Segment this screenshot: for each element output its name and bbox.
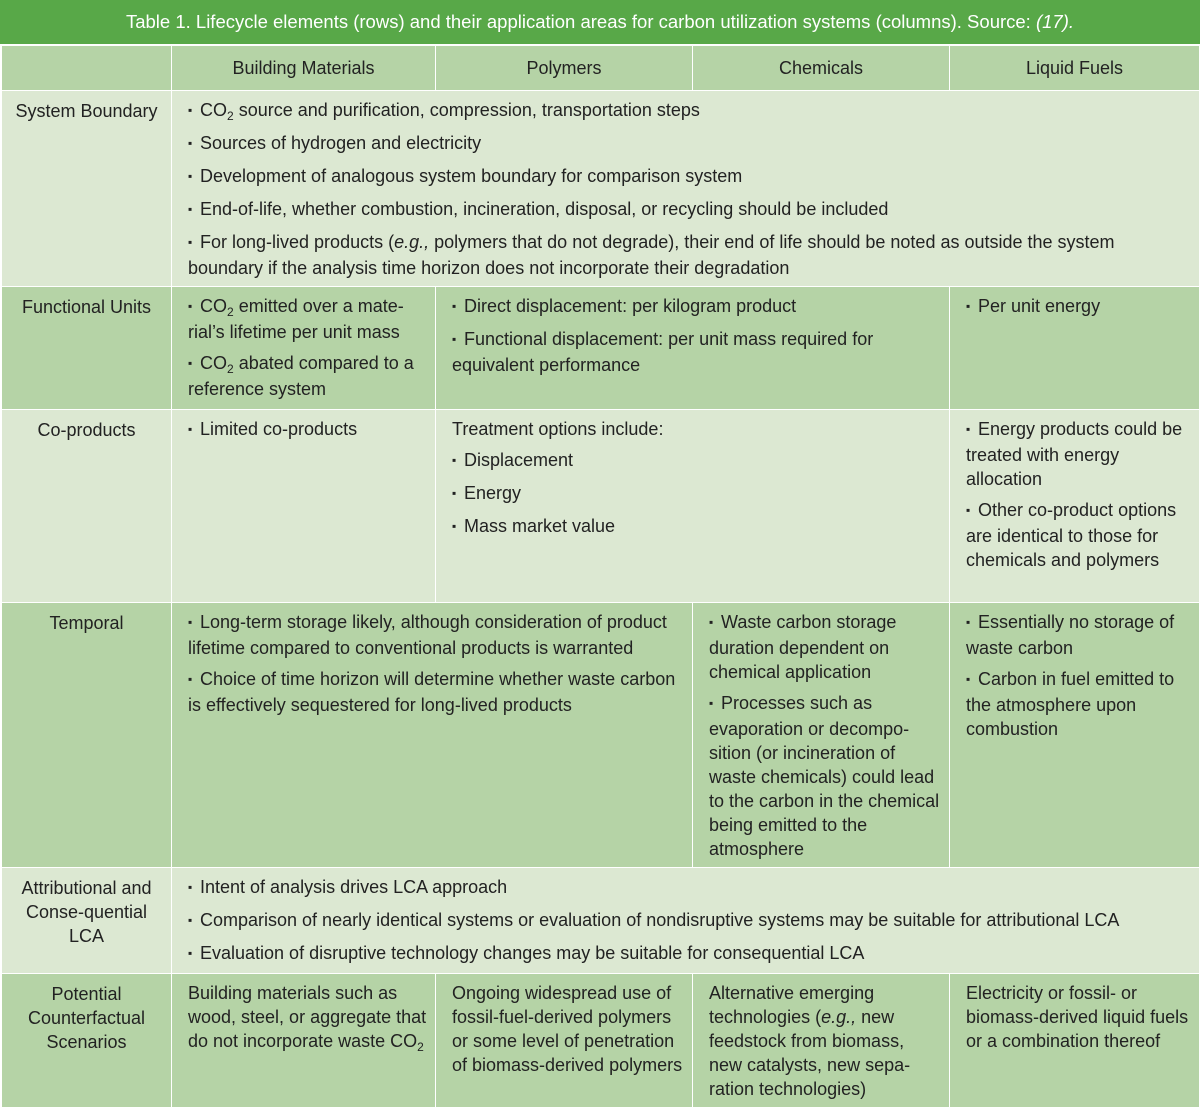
lifecycle-table xyxy=(1,45,1200,1108)
column-header: Polymers xyxy=(436,46,693,91)
subscript: 2 xyxy=(227,362,234,376)
text-run: abated compared to a reference system xyxy=(188,353,414,399)
column-header: Chemicals xyxy=(693,46,950,91)
column-header: Building Materials xyxy=(172,46,436,91)
row-header: Functional Units xyxy=(2,287,172,410)
bullet-item xyxy=(966,603,1191,660)
text-run: Long-term storage likely, although consideration of product lifetime compared to conventional products is warranted xyxy=(188,612,667,658)
cell-text xyxy=(188,974,427,1053)
bullet-item xyxy=(452,441,941,474)
text-run: Other co-product options are identical to those for chemicals and polymers xyxy=(966,500,1177,570)
bullet-item xyxy=(188,190,1191,223)
text-run: Energy products could be treated with energy allocation xyxy=(966,419,1183,489)
bullet-item xyxy=(188,901,1191,934)
bullet-item xyxy=(188,287,427,344)
row-header: Attributional and Conse-quential LCA xyxy=(2,868,172,974)
text-run: Displacement xyxy=(464,450,574,470)
text-run: For long-lived products ( xyxy=(200,232,395,252)
text-run: CO xyxy=(200,353,227,373)
text-run: End-of-life, whether combustion, incineration, disposal, or recycling should be included xyxy=(200,199,889,219)
caption-text: Table 1. Lifecycle elements (rows) and their application areas for carbon utilization systems (columns). Source: xyxy=(125,11,1036,32)
text-run: Intent of analysis drives LCA approach xyxy=(200,877,508,897)
text-run: Ongoing widespread use of fossil-fuel-derived polymers or some level of penetration of biomass-derived polymers xyxy=(452,983,683,1075)
bullet-item xyxy=(452,507,941,540)
bullet-item xyxy=(966,660,1191,741)
bullet-item xyxy=(966,491,1191,572)
bullet-item xyxy=(188,91,1191,124)
text-run: Energy xyxy=(464,483,522,503)
table-cell xyxy=(950,410,1200,603)
bullet-item xyxy=(188,603,684,660)
row-header: Potential Counterfactual Scenarios xyxy=(2,974,172,1108)
bullet-item xyxy=(188,223,1191,280)
row-header: Co-products xyxy=(2,410,172,603)
table-cell xyxy=(172,410,436,603)
text-run: CO xyxy=(200,100,227,120)
corner-cell xyxy=(2,46,172,91)
table-row xyxy=(2,974,1200,1108)
table-cell xyxy=(172,91,1200,287)
table-cell xyxy=(172,868,1200,974)
table-row xyxy=(2,287,1200,410)
table-cell xyxy=(436,410,950,603)
cell-text xyxy=(966,974,1191,1053)
cell-text xyxy=(452,974,684,1077)
table-row xyxy=(2,91,1200,287)
bullet-item xyxy=(188,410,427,443)
table-caption xyxy=(0,0,1200,44)
italic-text: e.g., xyxy=(394,232,430,252)
table-cell xyxy=(436,287,950,410)
table-cell xyxy=(950,287,1200,410)
bullet-item xyxy=(709,603,941,684)
text-run: emitted over a mate-rial’s lifetime per unit mass xyxy=(188,296,404,342)
table-cell xyxy=(436,974,693,1108)
column-header: Liquid Fuels xyxy=(950,46,1200,91)
subscript: 2 xyxy=(227,305,234,319)
bullet-list xyxy=(452,441,941,540)
text-run: Evaluation of disruptive technology changes may be suitable for consequential LCA xyxy=(200,943,865,963)
bullet-item xyxy=(188,124,1191,157)
text-run: Waste carbon storage duration dependent on chemical application xyxy=(709,612,897,682)
text-run: Electricity or fossil- or biomass-derived liquid fuels or a combination thereof xyxy=(966,983,1189,1051)
bullet-item xyxy=(188,157,1191,190)
text-run: Functional displacement: per unit mass required for equivalent performance xyxy=(452,329,874,375)
table-cell xyxy=(172,974,436,1108)
row-header: System Boundary xyxy=(2,91,172,287)
bullet-item xyxy=(452,474,941,507)
row-header: Temporal xyxy=(2,603,172,868)
table-cell xyxy=(693,974,950,1108)
text-run: Per unit energy xyxy=(978,296,1101,316)
table-row xyxy=(2,410,1200,603)
bullet-item xyxy=(966,287,1191,320)
cell-text: Treatment options include: xyxy=(452,419,664,439)
text-run: Alternative emerging technologies ( xyxy=(709,983,875,1027)
text-run: new feedstock from biomass, new catalysts, new sepa-ration technologies) xyxy=(709,1007,911,1099)
text-run: CO xyxy=(200,296,227,316)
caption-citation: (17). xyxy=(1035,11,1075,32)
text-run: Comparison of nearly identical systems or evaluation of nondisruptive systems may be suitable for attributional LCA xyxy=(200,910,1120,930)
bullet-item xyxy=(966,410,1191,491)
table-row xyxy=(2,603,1200,868)
text-run: Development of analogous system boundary for comparison system xyxy=(200,166,743,186)
text-run: Direct displacement: per kilogram product xyxy=(464,296,797,316)
bullet-item xyxy=(452,287,941,320)
header-row xyxy=(2,46,1200,91)
subscript: 2 xyxy=(417,1040,424,1054)
subscript: 2 xyxy=(227,109,234,123)
text-run: Carbon in fuel emitted to the atmosphere upon combustion xyxy=(966,669,1175,739)
text-run: Limited co-products xyxy=(200,419,358,439)
cell-text xyxy=(709,974,941,1101)
text-run: Building materials such as wood, steel, or aggregate that do not incorporate waste CO xyxy=(188,983,427,1051)
bullet-item xyxy=(188,934,1191,967)
text-run: Processes such as evaporation or decompo-sition (or incineration of waste chemicals) could lead to the carbon in the chemical being emitted to the atmosphere xyxy=(709,693,940,859)
text-run: source and purification, compression, transportation steps xyxy=(233,100,700,120)
text-run: Mass market value xyxy=(464,516,616,536)
table-cell xyxy=(950,974,1200,1108)
table-cell xyxy=(172,603,693,868)
text-run: polymers that do not degrade), their end of life should be noted as outside the system boundary if the analysis time horizon does not incorporate their degradation xyxy=(188,232,1115,278)
bullet-item xyxy=(188,868,1191,901)
text-run: Choice of time horizon will determine whether waste carbon is effectively sequestered for long-lived products xyxy=(188,669,676,715)
table-cell xyxy=(172,287,436,410)
text-run: Sources of hydrogen and electricity xyxy=(200,133,482,153)
bullet-item xyxy=(709,684,941,861)
bullet-item xyxy=(188,660,684,717)
italic-text: e.g., xyxy=(821,1007,857,1027)
table-cell xyxy=(950,603,1200,868)
table-row xyxy=(2,868,1200,974)
bullet-item xyxy=(452,320,941,377)
bullet-item xyxy=(188,344,427,401)
table-cell xyxy=(693,603,950,868)
text-run: Essentially no storage of waste carbon xyxy=(966,612,1175,658)
